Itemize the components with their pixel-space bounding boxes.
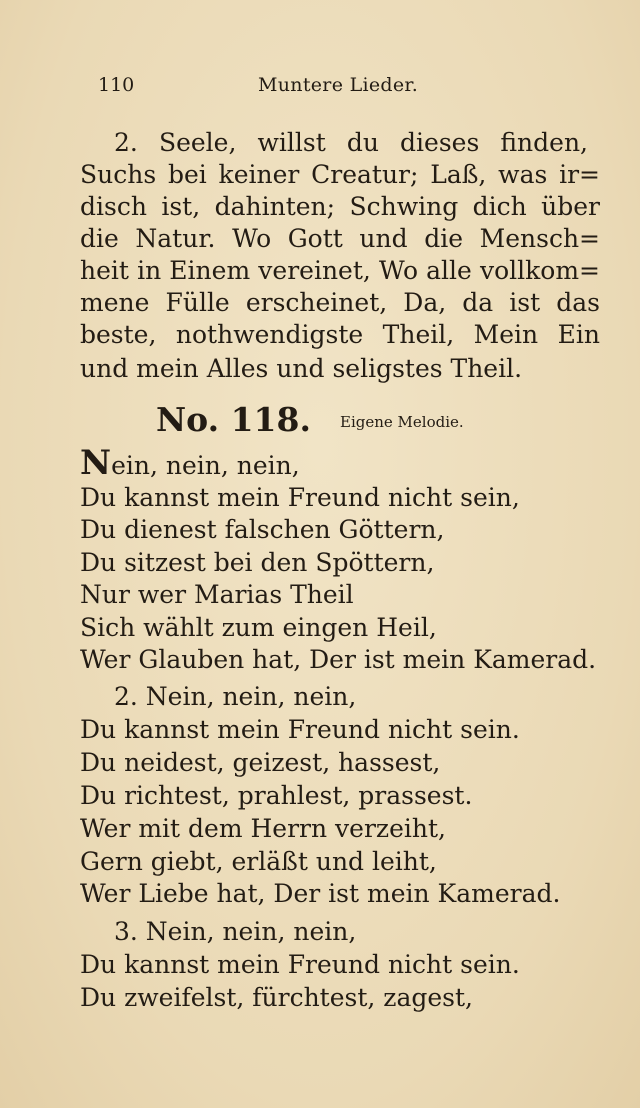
song-heading: [156, 398, 516, 444]
page-header: [98, 74, 518, 104]
verse-line: mene Fülle erscheinet, Da, da ist das: [80, 288, 600, 317]
verse-line: Wer Glauben hat, Der ist mein Kamerad.: [80, 645, 597, 674]
verse-line: Du sitzest bei den Spöttern,: [80, 548, 435, 577]
verse-line: Du dienest falschen Göttern,: [80, 515, 445, 544]
verse-line: und mein Alles und seligstes Theil.: [80, 354, 523, 383]
verse-line: 2. Nein, nein, nein,: [114, 682, 357, 711]
verse-line: Du neidest, geizest, hassest,: [80, 748, 441, 777]
verse-line: Wer Liebe hat, Der ist mein Kamerad.: [80, 879, 561, 908]
verse-line: Gern giebt, erläßt und leiht,: [80, 847, 437, 876]
verse-line-rest: ein, nein, nein,: [111, 451, 300, 480]
melody-note: Eigene Melodie.: [340, 413, 464, 431]
drop-cap: N: [80, 443, 112, 483]
verse-line: Suchs bei keiner Creatur; Laß, was ir=: [80, 160, 600, 189]
verse-line: Sich wählt zum eingen Heil,: [80, 613, 437, 642]
verse-line: Du zweifelst, fürchtest, zagest,: [80, 983, 473, 1012]
page-number: 110: [98, 74, 135, 96]
verse-line: heit in Einem vereinet, Wo alle vollkom=: [80, 256, 600, 285]
verse-line: 2. Seele, willst du dieses finden,: [114, 128, 588, 157]
verse-line: Du kannst mein Freund nicht sein,: [80, 483, 520, 512]
verse-line: Nur wer Marias Theil: [80, 580, 354, 609]
verse-line: [80, 443, 600, 483]
verse-line: Du richtest, prahlest, prassest.: [80, 781, 473, 810]
verse-line: Wer mit dem Herrn verzeiht,: [80, 814, 446, 843]
verse-line: 3. Nein, nein, nein,: [114, 917, 357, 946]
verse-line: beste, nothwendigste Theil, Mein Ein: [80, 320, 600, 349]
running-title: Muntere Lieder.: [258, 74, 419, 96]
verse-line: disch ist, dahinten; Schwing dich über: [80, 192, 600, 221]
verse-line: die Natur. Wo Gott und die Mensch=: [80, 224, 600, 253]
verse-line: Du kannst mein Freund nicht sein.: [80, 950, 520, 979]
song-number: No. 118.: [156, 400, 311, 439]
verse-line: Du kannst mein Freund nicht sein.: [80, 715, 520, 744]
